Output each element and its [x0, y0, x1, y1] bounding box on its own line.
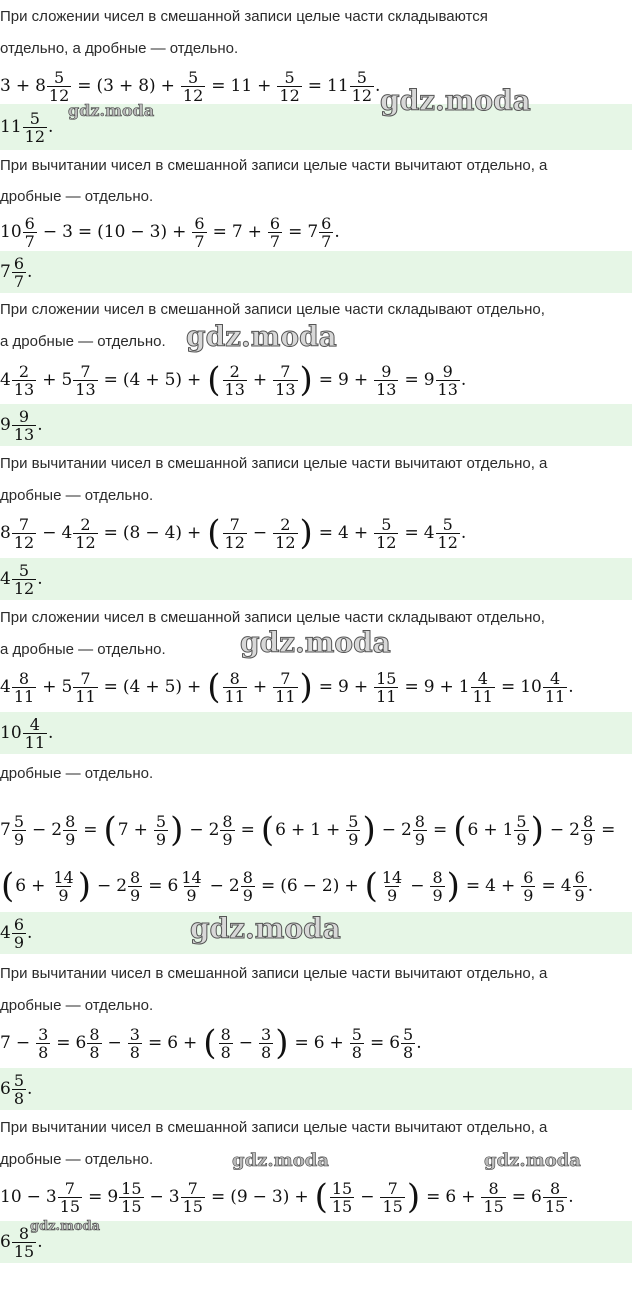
rule-text: отдельно, а дробные — отдельно. [0, 40, 239, 57]
answer: 7 $\frac{6}{7}$ . [0, 253, 33, 291]
rule-text: При сложении чисел в смешанной записи целые части складывают отдельно, [0, 301, 545, 318]
answer-band [0, 558, 632, 600]
equation: 4 $\frac{2}{13}$ + 5 $\frac{7}{13}$ = (4 + 5) + ( $\frac{2}{13}$ + $\frac{7}{13}$ ) = 9 + $\frac{9}{13}$ = 9 $\frac{9}{13}$ . [0, 360, 467, 400]
answer: 11 $\frac{5}{12}$ . [0, 108, 54, 146]
rule-text: дробные — отдельно. [0, 765, 154, 782]
equation: 7 $\frac{5}{9}$ − 2 $\frac{8}{9}$ = ( 7 + $\frac{5}{9}$ ) − 2 $\frac{8}{9}$ = ( 6 + 1 + $\frac{5}{9}$ ) − 2 $\frac{8}{9}$ = ( 6 + 1 $\frac{5}{9}$ ) − 2 $\frac{8}{9}$ = [0, 810, 616, 850]
rule-text: При вычитании чисел в смешанной записи целые части вычитают отдельно, а [0, 1119, 548, 1136]
answer: 4 $\frac{5}{12}$ . [0, 560, 43, 598]
rule-text: При вычитании чисел в смешанной записи целые части вычитают отдельно, а [0, 157, 548, 174]
equation: 10 − 3 $\frac{7}{15}$ = 9 $\frac{15}{15}$ − 3 $\frac{7}{15}$ = (9 − 3) + ( $\frac{15}{15}$ − $\frac{7}{15}$ ) = 6 + $\frac{8}{15}$ = 6 $\frac{8}{15}$ . [0, 1177, 574, 1217]
equation: 7 − $\frac{3}{8}$ = 6 $\frac{8}{8}$ − $\frac{3}{8}$ = 6 + ( $\frac{8}{8}$ − $\frac{3}{8}$ ) = 6 + $\frac{5}{8}$ = 6 $\frac{5}{8}$ . [0, 1023, 422, 1063]
answer: 4 $\frac{6}{9}$ . [0, 914, 33, 952]
rule-text: При сложении чисел в смешанной записи целые части складывают отдельно, [0, 609, 545, 626]
watermark: gdz.moda [232, 1150, 329, 1171]
watermark: gdz.moda [484, 1150, 581, 1171]
watermark: gdz.moda [186, 320, 337, 353]
equation: 8 $\frac{7}{12}$ − 4 $\frac{2}{12}$ = (8 − 4) + ( $\frac{7}{12}$ − $\frac{2}{12}$ ) = 4 + $\frac{5}{12}$ = 4 $\frac{5}{12}$ . [0, 513, 467, 553]
rule-text: дробные — отдельно. [0, 487, 154, 504]
rule-text: дробные — отдельно. [0, 1151, 154, 1168]
rule-text: При вычитании чисел в смешанной записи целые части вычитают отдельно, а [0, 965, 548, 982]
rule-text: При сложении чисел в смешанной записи целые части складываются [0, 8, 488, 25]
watermark: gdz.moda [380, 84, 531, 117]
answer-band [0, 404, 632, 446]
equation: 4 $\frac{8}{11}$ + 5 $\frac{7}{11}$ = (4 + 5) + ( $\frac{8}{11}$ + $\frac{7}{11}$ ) = 9 + $\frac{15}{11}$ = 9 + 1 $\frac{4}{11}$ = 10 $\frac{4}{11}$ . [0, 667, 574, 707]
watermark: gdz.moda [240, 626, 391, 659]
watermark: gdz.moda [68, 101, 155, 120]
equation: 3 + 8 $\frac{5}{12}$ = (3 + 8) + $\frac{5}{12}$ = 11 + $\frac{5}{12}$ = 11 $\frac{5}{12}$ . [0, 67, 381, 105]
answer-band [0, 712, 632, 754]
equation: 10 $\frac{6}{7}$ − 3 = (10 − 3) + $\frac{6}{7}$ = 7 + $\frac{6}{7}$ = 7 $\frac{6}{7}$ . [0, 213, 340, 251]
equation: ( 6 + $\frac{14}{9}$ ) − 2 $\frac{8}{9}$ = 6 $\frac{14}{9}$ − 2 $\frac{8}{9}$ = (6 − 2) + ( $\frac{14}{9}$ − $\frac{8}{9}$ ) = 4 + $\frac{6}{9}$ = 4 $\frac{6}{9}$ . [1, 866, 594, 906]
answer-band [0, 251, 632, 293]
watermark: gdz.moda [30, 1219, 101, 1234]
answer: 6 $\frac{5}{8}$ . [0, 1070, 33, 1108]
rule-text: дробные — отдельно. [0, 188, 154, 205]
answer: 9 $\frac{9}{13}$ . [0, 406, 43, 444]
watermark: gdz.moda [190, 912, 341, 945]
rule-text: а дробные — отдельно. [0, 333, 166, 350]
answer: 6 $\frac{8}{15}$ . [0, 1223, 43, 1261]
answer-band [0, 1068, 632, 1110]
rule-text: При вычитании чисел в смешанной записи целые части вычитают отдельно, а [0, 455, 548, 472]
answer: 10 $\frac{4}{11}$ . [0, 714, 54, 752]
rule-text: дробные — отдельно. [0, 997, 154, 1014]
rule-text: а дробные — отдельно. [0, 641, 166, 658]
